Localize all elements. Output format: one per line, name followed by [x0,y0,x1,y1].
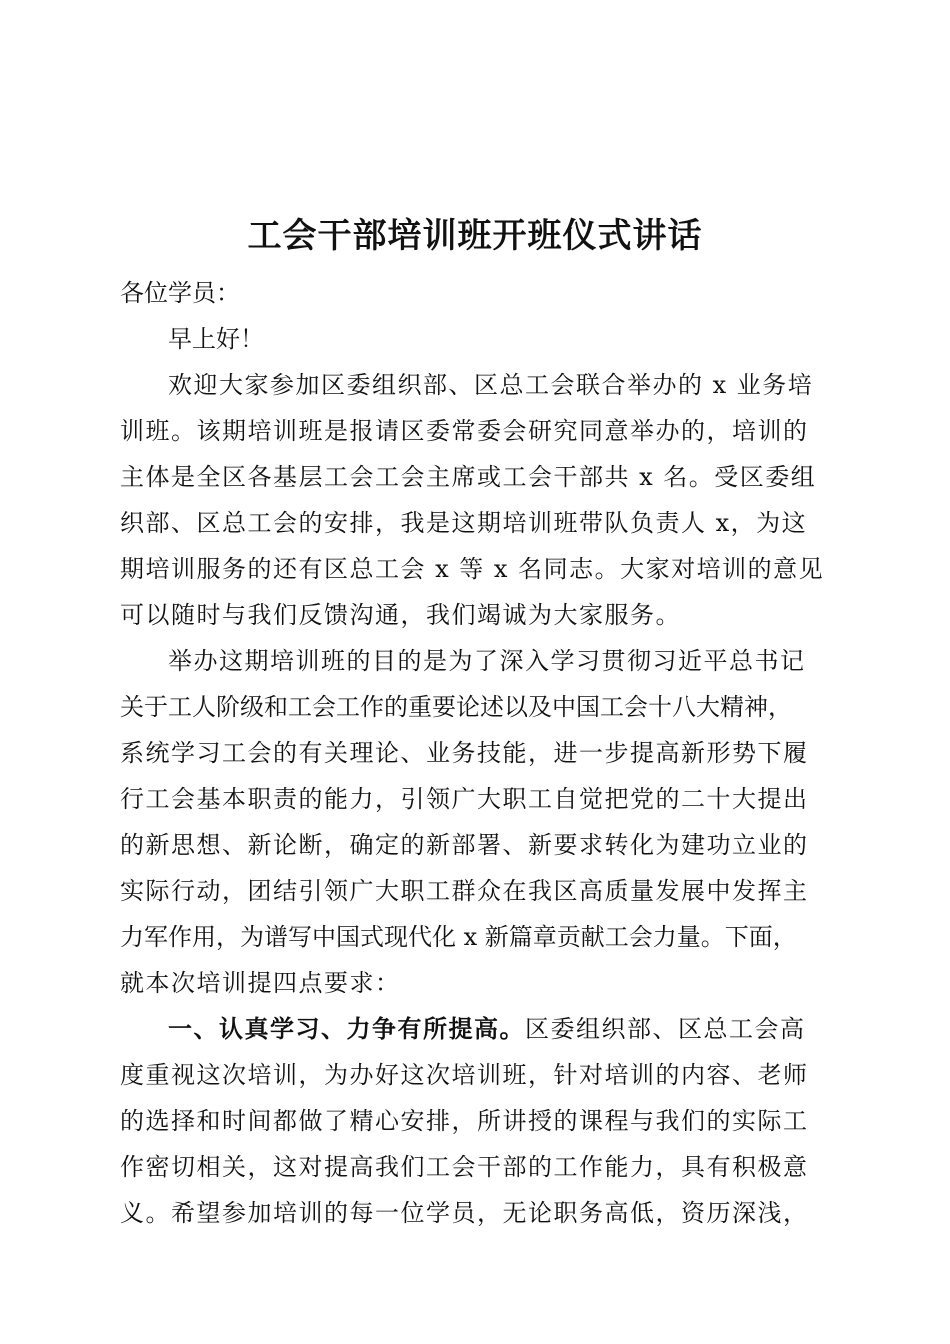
salutation: 各位学员： [120,279,240,307]
paragraph-line: 期培训服务的还有区总工会 x 等 x 名同志。大家对培训的意见 [120,555,825,583]
paragraph-line: 义。希望参加培训的每一位学员，无论职务高低，资历深浅， [120,1199,809,1227]
paragraph-purpose [120,638,832,1006]
paragraph-line: 训班。该期培训班是报请区委常委会研究同意举办的，培训的 [120,417,809,445]
paragraph-line: 作密切相关，这对提高我们工会干部的工作能力，具有积极意 [120,1153,809,1181]
paragraph-line: 行工会基本职责的能力，引领广大职工自觉把党的二十大提出 [120,785,809,813]
paragraph-line: 举办这期培训班的目的是为了深入学习贯彻习近平总书记 [168,647,806,675]
paragraph-line: 的选择和时间都做了精心安排，所讲授的课程与我们的实际工 [120,1107,809,1135]
section-heading: 一、认真学习、力争有所提高。 [168,1014,525,1043]
paragraph-line: 系统学习工会的有关理论、业务技能，进一步提高新形势下履 [120,739,809,767]
paragraph-line: 主体是全区各基层工会工会主席或工会干部共 x 名。受区委组 [120,463,817,491]
paragraph-line: 力军作用，为谱写中国式现代化 x 新篇章贡献工会力量。下面， [120,923,797,951]
document-body [120,270,832,1236]
paragraph-requirement-one [120,1006,832,1236]
paragraph-line-rest: 区委组织部、区总工会高 [525,1015,806,1043]
paragraph-line: 欢迎大家参加区委组织部、区总工会联合举办的 x 业务培 [168,371,814,399]
paragraph-line: 可以随时与我们反馈沟通，我们竭诚为大家服务。 [120,601,681,629]
paragraph-welcome [120,362,832,638]
document-title: 工会干部培训班开班仪式讲话 [247,216,703,256]
paragraph-line: 就本次培训提四点要求： [120,969,401,997]
paragraph-line: 实际行动，团结引领广大职工群众在我区高质量发展中发挥主 [120,877,809,905]
paragraph-line: 关于工人阶级和工会工作的重要论述以及中国工会十八大精神， [120,693,792,721]
paragraph-line [120,1006,832,1052]
paragraph-line: 织部、区总工会的安排，我是这期培训班带队负责人 x，为这 [120,509,808,537]
paragraph-line: 的新思想、新论断，确定的新部署、新要求转化为建功立业的 [120,831,809,859]
greeting: 早上好！ [168,325,264,353]
paragraph-line: 度重视这次培训，为办好这次培训班，针对培训的内容、老师 [120,1061,809,1089]
